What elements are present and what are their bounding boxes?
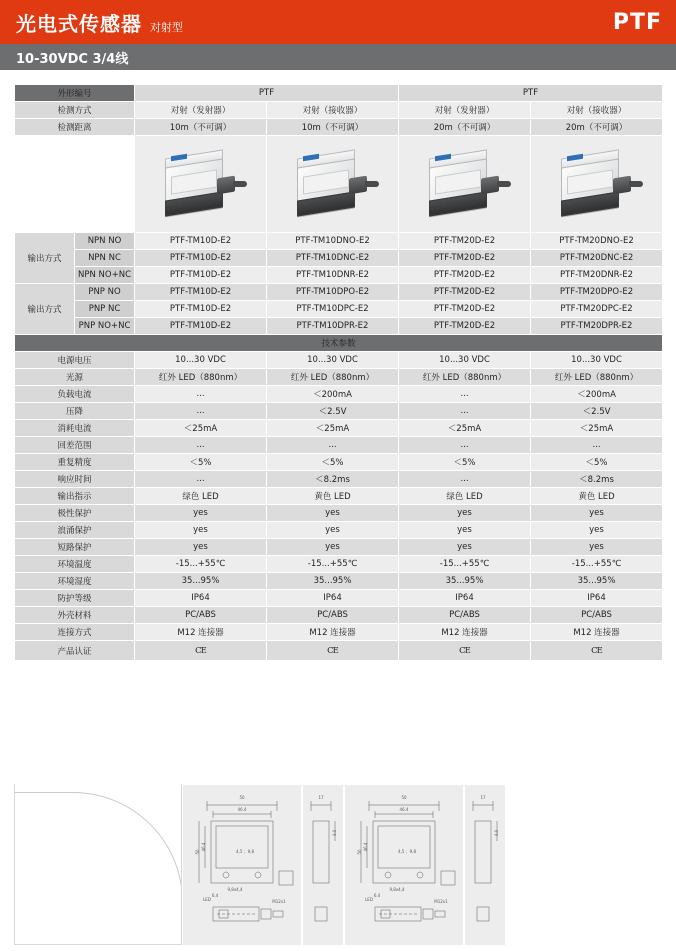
dim-9-8x4-4: 9,8x4,4	[227, 887, 243, 892]
sub-label-pnp-nonc: PNP NO+NC	[75, 318, 135, 335]
table-row-short-protect	[15, 539, 663, 556]
dim-50: 50	[401, 795, 407, 800]
cell-short-protect-1: yes	[135, 539, 267, 556]
cell-repeat-accuracy-1: ＜5%	[135, 454, 267, 471]
cell-pnp-nonc-1: PTF-TM10D-E2	[135, 318, 267, 335]
front-view-svg	[345, 785, 463, 945]
group-header-2: PTF	[399, 85, 663, 102]
cell-surge-protect-1: yes	[135, 522, 267, 539]
table-row-tech-header	[15, 335, 663, 352]
cell-npn-no-4: PTF-TM20DNO-E2	[531, 233, 663, 250]
dim-6-4: 6.4	[373, 893, 381, 898]
row-label-output-indicator: 输出指示	[15, 488, 135, 505]
spacer	[0, 70, 676, 84]
table-row-connection	[15, 624, 663, 641]
table-row-supply-voltage	[15, 352, 663, 369]
dim-9-8x4-4: 9,8x4,4	[389, 887, 405, 892]
dimension-drawing-side-1	[302, 784, 344, 946]
cell-detect-distance-2: 10m（不可调）	[267, 119, 399, 136]
cell-ambient-temp-4: -15...+55℃	[531, 556, 663, 573]
cell-load-current-2: ＜200mA	[267, 386, 399, 403]
cell-npn-nonc-1: PTF-TM10D-E2	[135, 267, 267, 284]
cell-hysteresis-3: ...	[399, 437, 531, 454]
cell-output-indicator-2: 黄色 LED	[267, 488, 399, 505]
cell-pnp-no-4: PTF-TM20DPO-E2	[531, 284, 663, 301]
table-row-protection-class	[15, 590, 663, 607]
cell-consumption-current-2: ＜25mA	[267, 420, 399, 437]
decorative-curve-panel	[14, 784, 182, 945]
table-row-surge-protect	[15, 522, 663, 539]
cell-voltage-drop-4: ＜2.5V	[531, 403, 663, 420]
row-label-protection-class: 防护等级	[15, 590, 135, 607]
table-row-output-indicator	[15, 488, 663, 505]
cell-npn-no-1: PTF-TM10D-E2	[135, 233, 267, 250]
cell-npn-no-2: PTF-TM10DNO-E2	[267, 233, 399, 250]
cell-load-current-3: ...	[399, 386, 531, 403]
cell-pnp-nonc-4: PTF-TM20DPR-E2	[531, 318, 663, 335]
table-row-response-time	[15, 471, 663, 488]
cell-connection-1: M12 连接器	[135, 624, 267, 641]
product-image-3	[399, 136, 531, 233]
cell-voltage-drop-2: ＜2.5V	[267, 403, 399, 420]
row-label-ambient-temp: 环境温度	[15, 556, 135, 573]
table-row-polarity-protect	[15, 505, 663, 522]
cell-detect-method-1: 对射（发射器）	[135, 102, 267, 119]
cell-ambient-temp-2: -15...+55℃	[267, 556, 399, 573]
dimension-drawing-front-1	[182, 784, 302, 946]
cell-voltage-drop-1: ...	[135, 403, 267, 420]
dim-6-4: 6.4	[211, 893, 219, 898]
cell-load-current-1: ...	[135, 386, 267, 403]
cell-response-time-2: ＜8.2ms	[267, 471, 399, 488]
cell-hysteresis-4: ...	[531, 437, 663, 454]
dim-4-5-9-8: 4,5 ；9,8	[398, 849, 416, 854]
dim-4-0: 4.0	[494, 829, 499, 837]
table-row-voltage-drop	[15, 403, 663, 420]
dim-46-4-v: 46.4	[363, 842, 368, 852]
cell-hysteresis-2: ...	[267, 437, 399, 454]
table-row-consumption-current	[15, 420, 663, 437]
row-label-polarity-protect: 极性保护	[15, 505, 135, 522]
section-header-tech: 技术参数	[15, 335, 663, 352]
sensor-illustration	[283, 141, 383, 227]
group-header-1: PTF	[135, 85, 399, 102]
row-label-connection: 连接方式	[15, 624, 135, 641]
row-label-repeat-accuracy: 重复精度	[15, 454, 135, 471]
table-row-detect-method	[15, 102, 663, 119]
cell-connection-2: M12 连接器	[267, 624, 399, 641]
cell-housing-material-4: PC/ABS	[531, 607, 663, 624]
cell-surge-protect-4: yes	[531, 522, 663, 539]
front-view-svg	[183, 785, 301, 945]
sub-label-npn-no: NPN NO	[75, 233, 135, 250]
cell-protection-class-4: IP64	[531, 590, 663, 607]
table-row-light-source	[15, 369, 663, 386]
cell-pnp-nonc-3: PTF-TM20D-E2	[399, 318, 531, 335]
cell-pnp-nc-4: PTF-TM20DPC-E2	[531, 301, 663, 318]
image-row-spacer	[15, 136, 135, 233]
ce-mark-icon-2: CE	[267, 641, 399, 661]
label-led: LED	[365, 897, 373, 902]
cell-short-protect-4: yes	[531, 539, 663, 556]
cell-ambient-temp-1: -15...+55℃	[135, 556, 267, 573]
cell-housing-material-2: PC/ABS	[267, 607, 399, 624]
cell-output-indicator-1: 绿色 LED	[135, 488, 267, 505]
row-label-light-source: 光源	[15, 369, 135, 386]
row-label-ambient-humidity: 环境湿度	[15, 573, 135, 590]
cell-load-current-4: ＜200mA	[531, 386, 663, 403]
cell-polarity-protect-3: yes	[399, 505, 531, 522]
cell-repeat-accuracy-2: ＜5%	[267, 454, 399, 471]
row-label-short-protect: 短路保护	[15, 539, 135, 556]
cell-voltage-drop-3: ...	[399, 403, 531, 420]
row-label-output-npn: 输出方式	[15, 233, 75, 284]
dim-m12: M12x1	[272, 899, 286, 904]
dimension-drawing-front-2	[344, 784, 464, 946]
cell-ambient-humidity-3: 35...95%	[399, 573, 531, 590]
cell-polarity-protect-1: yes	[135, 505, 267, 522]
cell-response-time-3: ...	[399, 471, 531, 488]
cell-consumption-current-3: ＜25mA	[399, 420, 531, 437]
table-row-housing-material	[15, 607, 663, 624]
cell-detect-method-4: 对射（接收器）	[531, 102, 663, 119]
table-row-pnp-nonc	[15, 318, 663, 335]
row-label-surge-protect: 浪涌保护	[15, 522, 135, 539]
label-led: LED	[203, 897, 211, 902]
cell-light-source-2: 红外 LED（880nm）	[267, 369, 399, 386]
cell-response-time-1: ...	[135, 471, 267, 488]
drawing-group-2	[344, 784, 506, 944]
cell-npn-nc-4: PTF-TM20DNC-E2	[531, 250, 663, 267]
cell-ambient-humidity-4: 35...95%	[531, 573, 663, 590]
cell-detect-distance-1: 10m（不可调）	[135, 119, 267, 136]
cell-output-indicator-3: 绿色 LED	[399, 488, 531, 505]
row-label-response-time: 响应时间	[15, 471, 135, 488]
product-image-4	[531, 136, 663, 233]
cell-light-source-4: 红外 LED（880nm）	[531, 369, 663, 386]
dim-50: 50	[239, 795, 245, 800]
cell-npn-no-3: PTF-TM20D-E2	[399, 233, 531, 250]
table-row-ambient-humidity	[15, 573, 663, 590]
row-label-model-no: 外形编号	[15, 85, 135, 102]
cell-npn-nonc-3: PTF-TM20D-E2	[399, 267, 531, 284]
table-row-npn-no	[15, 233, 663, 250]
cell-pnp-no-1: PTF-TM10D-E2	[135, 284, 267, 301]
row-label-detect-distance: 检测距离	[15, 119, 135, 136]
row-label-output-pnp: 输出方式	[15, 284, 75, 335]
cell-light-source-1: 红外 LED（880nm）	[135, 369, 267, 386]
table-row-load-current	[15, 386, 663, 403]
sub-label-npn-nc: NPN NC	[75, 250, 135, 267]
cell-protection-class-1: IP64	[135, 590, 267, 607]
table-row-npn-nonc	[15, 267, 663, 284]
row-label-voltage-drop: 压降	[15, 403, 135, 420]
cell-detect-distance-3: 20m（不可调）	[399, 119, 531, 136]
table-row-pnp-no	[15, 284, 663, 301]
cell-consumption-current-1: ＜25mA	[135, 420, 267, 437]
page-subtitle: 对射型	[150, 20, 183, 34]
table-row-hysteresis	[15, 437, 663, 454]
cell-npn-nonc-2: PTF-TM10DNR-E2	[267, 267, 399, 284]
ce-mark-icon-1: CE	[135, 641, 267, 661]
cell-supply-voltage-3: 10...30 VDC	[399, 352, 531, 369]
dim-17: 17	[318, 795, 324, 800]
cell-repeat-accuracy-4: ＜5%	[531, 454, 663, 471]
cell-detect-method-3: 对射（发射器）	[399, 102, 531, 119]
table-row-ambient-temp	[15, 556, 663, 573]
cell-npn-nonc-4: PTF-TM20DNR-E2	[531, 267, 663, 284]
page-header	[0, 0, 676, 44]
cell-pnp-no-2: PTF-TM10DPO-E2	[267, 284, 399, 301]
series-code: PTF	[612, 9, 662, 35]
drawing-group-1	[182, 784, 344, 944]
cell-pnp-nc-1: PTF-TM10D-E2	[135, 301, 267, 318]
table-row-pnp-nc	[15, 301, 663, 318]
cell-npn-nc-2: PTF-TM10DNC-E2	[267, 250, 399, 267]
row-label-supply-voltage: 电源电压	[15, 352, 135, 369]
ce-mark-icon-3: CE	[399, 641, 531, 661]
cell-pnp-nc-3: PTF-TM20D-E2	[399, 301, 531, 318]
cell-polarity-protect-2: yes	[267, 505, 399, 522]
row-label-detect-method: 检测方式	[15, 102, 135, 119]
cell-short-protect-3: yes	[399, 539, 531, 556]
cell-pnp-nc-2: PTF-TM10DPC-E2	[267, 301, 399, 318]
ce-mark-icon-4: CE	[531, 641, 663, 661]
cell-protection-class-2: IP64	[267, 590, 399, 607]
cell-detect-method-2: 对射（接收器）	[267, 102, 399, 119]
dim-17: 17	[480, 795, 486, 800]
table-row-npn-nc	[15, 250, 663, 267]
cell-connection-3: M12 连接器	[399, 624, 531, 641]
cell-light-source-3: 红外 LED（880nm）	[399, 369, 531, 386]
cell-housing-material-1: PC/ABS	[135, 607, 267, 624]
cell-housing-material-3: PC/ABS	[399, 607, 531, 624]
row-label-load-current: 负载电流	[15, 386, 135, 403]
sensor-illustration	[415, 141, 515, 227]
dim-46-4: 46.4	[399, 807, 409, 812]
dimension-drawing-side-2	[464, 784, 506, 946]
cell-connection-4: M12 连接器	[531, 624, 663, 641]
cell-response-time-4: ＜8.2ms	[531, 471, 663, 488]
sensor-illustration	[151, 141, 251, 227]
cell-surge-protect-2: yes	[267, 522, 399, 539]
cell-supply-voltage-2: 10...30 VDC	[267, 352, 399, 369]
dim-m12: M12x1	[434, 899, 448, 904]
cell-hysteresis-1: ...	[135, 437, 267, 454]
dimension-drawings-area	[14, 784, 662, 944]
sub-label-pnp-no: PNP NO	[75, 284, 135, 301]
curve-shape	[14, 792, 182, 945]
row-label-consumption-current: 消耗电流	[15, 420, 135, 437]
cell-detect-distance-4: 20m（不可调）	[531, 119, 663, 136]
dim-50-v: 50	[195, 849, 200, 855]
table-row-certification	[15, 641, 663, 661]
voltage-bar: 10-30VDC 3/4线	[0, 44, 676, 70]
dim-46-4: 46.4	[237, 807, 247, 812]
cell-supply-voltage-1: 10...30 VDC	[135, 352, 267, 369]
product-image-1	[135, 136, 267, 233]
row-label-hysteresis: 回差范围	[15, 437, 135, 454]
table-row-detect-distance	[15, 119, 663, 136]
product-image-2	[267, 136, 399, 233]
cell-ambient-temp-3: -15...+55℃	[399, 556, 531, 573]
cell-short-protect-2: yes	[267, 539, 399, 556]
table-row-model-no	[15, 85, 663, 102]
sub-label-npn-nonc: NPN NO+NC	[75, 267, 135, 284]
cell-ambient-humidity-1: 35...95%	[135, 573, 267, 590]
row-label-certification: 产品认证	[15, 641, 135, 661]
cell-polarity-protect-4: yes	[531, 505, 663, 522]
cell-supply-voltage-4: 10...30 VDC	[531, 352, 663, 369]
cell-protection-class-3: IP64	[399, 590, 531, 607]
dim-4-5-9-8: 4,5 ；9,8	[236, 849, 254, 854]
header-left	[16, 8, 183, 37]
spec-table	[14, 84, 663, 661]
cell-repeat-accuracy-3: ＜5%	[399, 454, 531, 471]
side-view-svg	[465, 785, 505, 945]
dim-50-v: 50	[357, 849, 362, 855]
sensor-illustration	[547, 141, 647, 227]
table-row-product-images	[15, 136, 663, 233]
cell-ambient-humidity-2: 35...95%	[267, 573, 399, 590]
side-view-svg	[303, 785, 343, 945]
cell-surge-protect-3: yes	[399, 522, 531, 539]
cell-output-indicator-4: 黄色 LED	[531, 488, 663, 505]
page-title: 光电式传感器	[16, 11, 142, 36]
table-row-repeat-accuracy	[15, 454, 663, 471]
dim-46-4-v: 46.4	[201, 842, 206, 852]
cell-npn-nc-3: PTF-TM20D-E2	[399, 250, 531, 267]
dim-4-0: 4.0	[332, 829, 337, 837]
sub-label-pnp-nc: PNP NC	[75, 301, 135, 318]
cell-npn-nc-1: PTF-TM10D-E2	[135, 250, 267, 267]
cell-pnp-nonc-2: PTF-TM10DPR-E2	[267, 318, 399, 335]
row-label-housing-material: 外壳材料	[15, 607, 135, 624]
cell-pnp-no-3: PTF-TM20D-E2	[399, 284, 531, 301]
cell-consumption-current-4: ＜25mA	[531, 420, 663, 437]
